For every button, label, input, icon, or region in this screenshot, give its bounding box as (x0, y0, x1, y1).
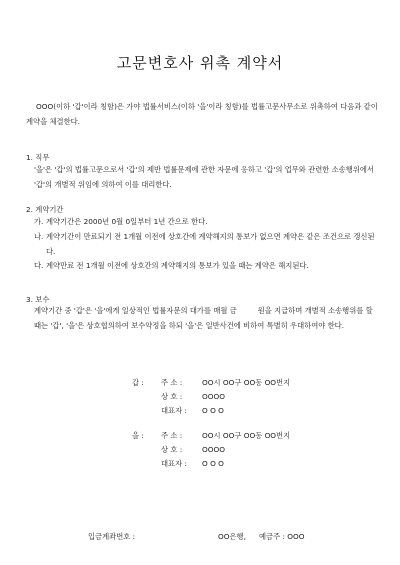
party-a-rep-label: 대표자 : (161, 405, 187, 415)
period-item (34, 230, 378, 259)
period-item-text: 계약기간은 2000년 0월 0일부터 1년 간으로 한다. (46, 217, 208, 226)
party-a-address-label: 주 소 : (161, 378, 183, 387)
section-period-title: 2. 계약기간 (26, 205, 64, 214)
account-holder: 예금주 : OOO (259, 532, 305, 541)
party-b-address-label: 주 소 : (161, 431, 183, 440)
period-item-marker: 나. (34, 232, 44, 241)
section-duty-title: 1. 직무 (26, 153, 50, 162)
party-a-address: OO시 OO구 OO동 OO번지 (202, 378, 291, 387)
period-item-text: 계약기간이 만료되기 전 1개월 이전에 상호간에 계약해지의 통보가 없으면 계약은 같은 조건으로 갱신된다. (46, 232, 375, 256)
party-a-lead: 갑 : (132, 378, 144, 387)
period-item (34, 215, 378, 230)
party-b-name-label: 상 호 : (161, 444, 183, 454)
party-a-name-label: 상 호 : (161, 391, 183, 401)
party-b-rep: O O O (202, 458, 224, 468)
document-title: 고문변호사 위촉 계약서 (116, 54, 284, 72)
section-pay-body: 계약기간 중 '갑'은 '을'에게 일상적인 법률자문의 대가를 매월 금 원을 지급하며 개별적 소송행위를 할 때는 '갑', '을'은 상호협의하여 보수약정을 하되 '을'은 일반사건에 비하여 특별히 우대하여야 한다. (34, 306, 376, 330)
section-pay-title: 3. 보수 (26, 295, 50, 304)
party-b-rep-label: 대표자 : (161, 458, 187, 468)
section-duty-body: '을'은 '갑'의 법률고문으로서 '갑'의 제반 법률문제에 관한 자문에 응하고 '갑'의 업무와 관련한 소송행위에서 '갑'의 개별적 위임에 의하여 이를 대리한다. (34, 165, 374, 189)
party-a-rep: O O O (202, 405, 224, 415)
party-b-lead: 을 : (132, 431, 144, 440)
intro-paragraph: OOO(이하 '갑'이라 칭함)은 가야 법률서비스(이하 '을'이라 칭함)를 법률고문사무소로 위촉하여 다음과 같이 계약을 체결한다. (26, 102, 378, 126)
bank-name: OO은행, (218, 532, 246, 541)
period-item (34, 259, 378, 274)
bank-account-label: 입금계좌번호 : (88, 532, 136, 541)
party-a-name: OOOO (202, 391, 225, 401)
period-item-marker: 다. (34, 261, 44, 270)
party-b-name: OOOO (202, 444, 225, 454)
period-item-marker: 가. (34, 217, 44, 226)
party-b-address: OO시 OO구 OO동 OO번지 (202, 431, 291, 440)
period-item-text: 계약만료 전 1개월 이전에 상호간의 계약해지의 통보가 있을 때는 계약은 해지된다. (46, 261, 309, 270)
